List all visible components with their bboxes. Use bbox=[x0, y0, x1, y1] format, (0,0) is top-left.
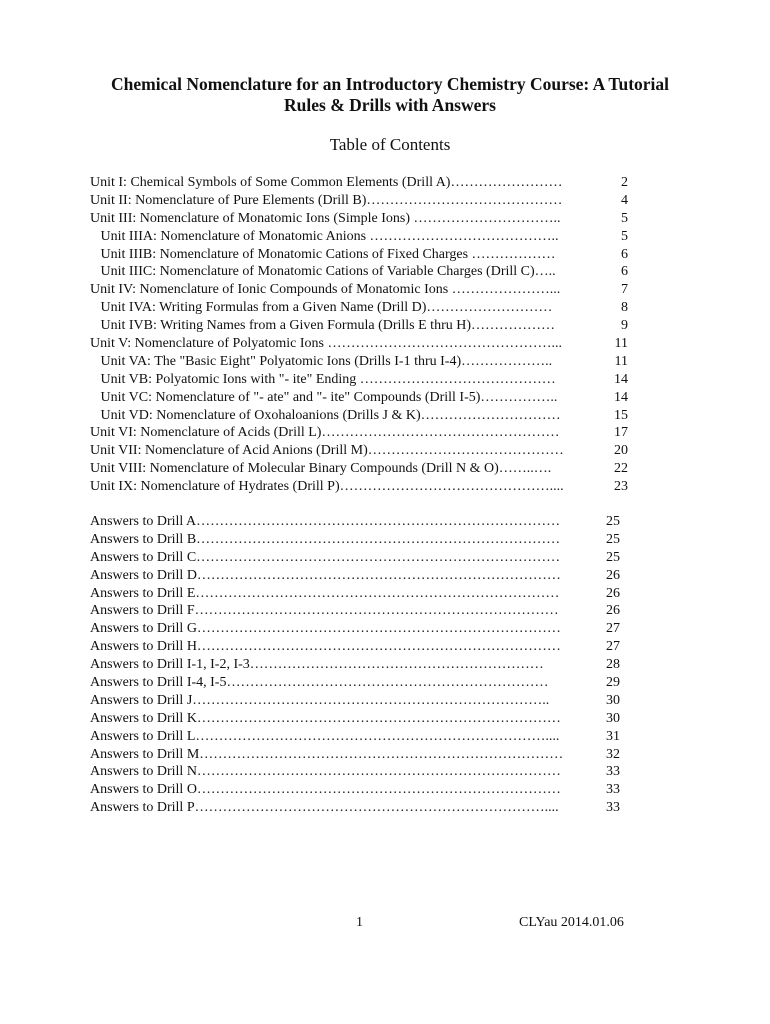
answer-entry bbox=[90, 799, 628, 817]
answer-entry bbox=[90, 585, 628, 603]
toc-entry bbox=[90, 371, 628, 389]
answer-entry-title: Answers to Drill E…………………………………………………………………… bbox=[90, 585, 560, 601]
answer-entry-title: Answers to Drill J………………………………………………………………….. bbox=[90, 692, 550, 708]
toc-entry bbox=[90, 174, 628, 192]
toc-entry-title: Unit IX: Nomenclature of Hydrates (Drill P)……………………………………….... bbox=[90, 479, 564, 495]
toc-entry-page-number: 11 bbox=[614, 353, 628, 369]
toc-entry-page-number: 6 bbox=[621, 264, 628, 280]
toc-entry bbox=[90, 460, 628, 478]
answer-entry bbox=[90, 692, 628, 710]
toc-entry-title: Unit VIII: Nomenclature of Molecular Binary Compounds (Drill N & O)……..…. bbox=[90, 461, 552, 477]
toc-entry-title: Unit VII: Nomenclature of Acid Anions (Drill M)…………………………………… bbox=[90, 443, 564, 459]
toc-entry bbox=[90, 228, 628, 246]
answer-entry-title: Answers to Drill H…………………………………………………………………… bbox=[90, 639, 561, 655]
toc-entry bbox=[90, 478, 628, 496]
toc-entry-page-number: 14 bbox=[614, 389, 628, 405]
toc-entry-title: Unit II: Nomenclature of Pure Elements (Drill B)…………………………………… bbox=[90, 192, 563, 208]
toc-entry bbox=[90, 263, 628, 281]
answer-entry bbox=[90, 674, 628, 692]
answer-entry-title: Answers to Drill L………………………………………………………………….... bbox=[90, 728, 560, 744]
toc-entry-title: Unit IV: Nomenclature of Ionic Compounds of Monatomic Ions …………………... bbox=[90, 282, 561, 298]
toc-entry bbox=[90, 389, 628, 407]
answer-entry bbox=[90, 513, 628, 531]
answer-entry bbox=[90, 602, 628, 620]
answer-entry-title: Answers to Drill D…………………………………………………………………… bbox=[90, 567, 561, 583]
document-title bbox=[90, 74, 690, 116]
toc-entry-page-number: 7 bbox=[621, 282, 628, 298]
answer-entry-page-number: 32 bbox=[606, 746, 620, 762]
answer-entry-title: Answers to Drill C…………………………………………………………………… bbox=[90, 549, 561, 565]
toc-entry-page-number: 22 bbox=[614, 461, 628, 477]
toc-list bbox=[90, 174, 628, 496]
toc-entry-page-number: 2 bbox=[621, 175, 628, 190]
answer-entry bbox=[90, 763, 628, 781]
toc-entry-page-number: 17 bbox=[614, 425, 628, 441]
answer-entry-page-number: 25 bbox=[606, 549, 620, 565]
toc-entry-title: Unit VA: The "Basic Eight" Polyatomic Ions (Drills I-1 thru I-4)……………….. bbox=[90, 353, 553, 369]
answer-entry-title: Answers to Drill P………………………………………………………………….... bbox=[90, 800, 559, 816]
answer-entry-title: Answers to Drill F…………………………………………………………………… bbox=[90, 603, 559, 619]
toc-entry-page-number: 5 bbox=[621, 210, 628, 226]
answer-entry-title: Answers to Drill G…………………………………………………………………… bbox=[90, 621, 561, 637]
toc-entry-title: Unit I: Chemical Symbols of Some Common Elements (Drill A)…………………… bbox=[90, 175, 563, 190]
answer-entry bbox=[90, 781, 628, 799]
toc-entry bbox=[90, 442, 628, 460]
toc-entry bbox=[90, 192, 628, 210]
toc-entry-title: Unit IVB: Writing Names from a Given Formula (Drills E thru H)……………… bbox=[90, 318, 556, 334]
answer-entry-page-number: 33 bbox=[606, 800, 620, 816]
answer-entry bbox=[90, 656, 628, 674]
answer-entry bbox=[90, 620, 628, 638]
answer-entry-page-number: 25 bbox=[606, 514, 620, 529]
answer-entry bbox=[90, 531, 628, 549]
answer-entry-title: Answers to Drill K…………………………………………………………………… bbox=[90, 710, 561, 726]
toc-entry bbox=[90, 299, 628, 317]
answer-entry-page-number: 26 bbox=[606, 567, 620, 583]
toc-entry bbox=[90, 317, 628, 335]
toc-entry-page-number: 9 bbox=[621, 318, 628, 334]
toc-entry bbox=[90, 407, 628, 425]
answers-list bbox=[90, 513, 628, 817]
toc-entry-title: Unit IIIA: Nomenclature of Monatomic Anions ………………………………….. bbox=[90, 228, 559, 244]
answer-entry bbox=[90, 728, 628, 746]
toc-entry-title: Unit IVA: Writing Formulas from a Given Name (Drill D)……………………… bbox=[90, 300, 553, 316]
answer-entry-title: Answers to Drill O…………………………………………………………………… bbox=[90, 782, 561, 798]
answer-entry-page-number: 28 bbox=[606, 657, 620, 673]
answer-entry-page-number: 30 bbox=[606, 710, 620, 726]
answer-entry-title: Answers to Drill B…………………………………………………………………… bbox=[90, 531, 561, 547]
toc-entry-page-number: 15 bbox=[614, 407, 628, 423]
answer-entry bbox=[90, 549, 628, 567]
toc-entry-page-number: 5 bbox=[621, 228, 628, 244]
toc-entry-title: Unit VD: Nomenclature of Oxohaloanions (Drills J & K)………………………… bbox=[90, 407, 561, 423]
toc-entry-title: Unit VC: Nomenclature of "- ate" and "- ite" Compounds (Drill I-5)…………….. bbox=[90, 389, 558, 405]
toc-entry bbox=[90, 281, 628, 299]
answer-entry-title: Answers to Drill A…………………………………………………………………… bbox=[90, 514, 561, 529]
answer-entry-page-number: 26 bbox=[606, 585, 620, 601]
toc-entry-page-number: 4 bbox=[621, 192, 628, 208]
answer-entry-title: Answers to Drill N…………………………………………………………………… bbox=[90, 764, 561, 780]
toc-entry bbox=[90, 353, 628, 371]
answer-entry-page-number: 26 bbox=[606, 603, 620, 619]
answer-entry bbox=[90, 710, 628, 728]
answer-entry-page-number: 27 bbox=[606, 621, 620, 637]
answer-entry bbox=[90, 746, 628, 764]
toc-entry-title: Unit V: Nomenclature of Polyatomic Ions …………………………………………... bbox=[90, 336, 562, 352]
answer-entry-title: Answers to Drill I-4, I-5…………………………………………………………… bbox=[90, 675, 549, 691]
toc-entry-page-number: 8 bbox=[621, 300, 628, 316]
table-of-contents-heading: Table of Contents bbox=[329, 135, 451, 154]
answer-entry bbox=[90, 567, 628, 585]
answer-entry-page-number: 30 bbox=[606, 692, 620, 708]
answer-entry-page-number: 31 bbox=[606, 728, 620, 744]
toc-entry bbox=[90, 424, 628, 442]
document-title-line1: Chemical Nomenclature for an Introductory Chemistry Course: A Tutorial bbox=[110, 74, 670, 94]
footer-page-number: 1 bbox=[356, 915, 363, 930]
toc-entry bbox=[90, 335, 628, 353]
toc-entry-title: Unit VB: Polyatomic Ions with "- ite" Ending …………………………………… bbox=[90, 371, 556, 387]
answer-entry-title: Answers to Drill M…………………………………………………………………… bbox=[90, 746, 564, 762]
answer-entry-page-number: 33 bbox=[606, 764, 620, 780]
toc-entry-page-number: 23 bbox=[614, 479, 628, 495]
answer-entry-title: Answers to Drill I-1, I-2, I-3……………………………………………………… bbox=[90, 657, 544, 673]
toc-entry-page-number: 11 bbox=[614, 336, 628, 352]
answer-entry bbox=[90, 638, 628, 656]
answer-entry-page-number: 33 bbox=[606, 782, 620, 798]
document-title-line2: Rules & Drills with Answers bbox=[284, 95, 496, 115]
answer-entry-page-number: 25 bbox=[606, 531, 620, 547]
footer-document-id: CLYau 2014.01.06 bbox=[519, 915, 624, 930]
answer-entry-page-number: 27 bbox=[606, 639, 620, 655]
toc-entry-page-number: 14 bbox=[614, 371, 628, 387]
answer-entry-page-number: 29 bbox=[606, 675, 620, 691]
toc-entry bbox=[90, 210, 628, 228]
toc-entry-page-number: 6 bbox=[621, 246, 628, 262]
toc-entry-title: Unit VI: Nomenclature of Acids (Drill L)…………………………………………… bbox=[90, 425, 560, 441]
toc-entry bbox=[90, 246, 628, 264]
toc-entry-page-number: 20 bbox=[614, 443, 628, 459]
toc-entry-title: Unit III: Nomenclature of Monatomic Ions (Simple Ions) ………………………….. bbox=[90, 210, 561, 226]
toc-entry-title: Unit IIIB: Nomenclature of Monatomic Cations of Fixed Charges ……………… bbox=[90, 246, 556, 262]
toc-entry-title: Unit IIIC: Nomenclature of Monatomic Cations of Variable Charges (Drill C)….. bbox=[90, 264, 556, 280]
